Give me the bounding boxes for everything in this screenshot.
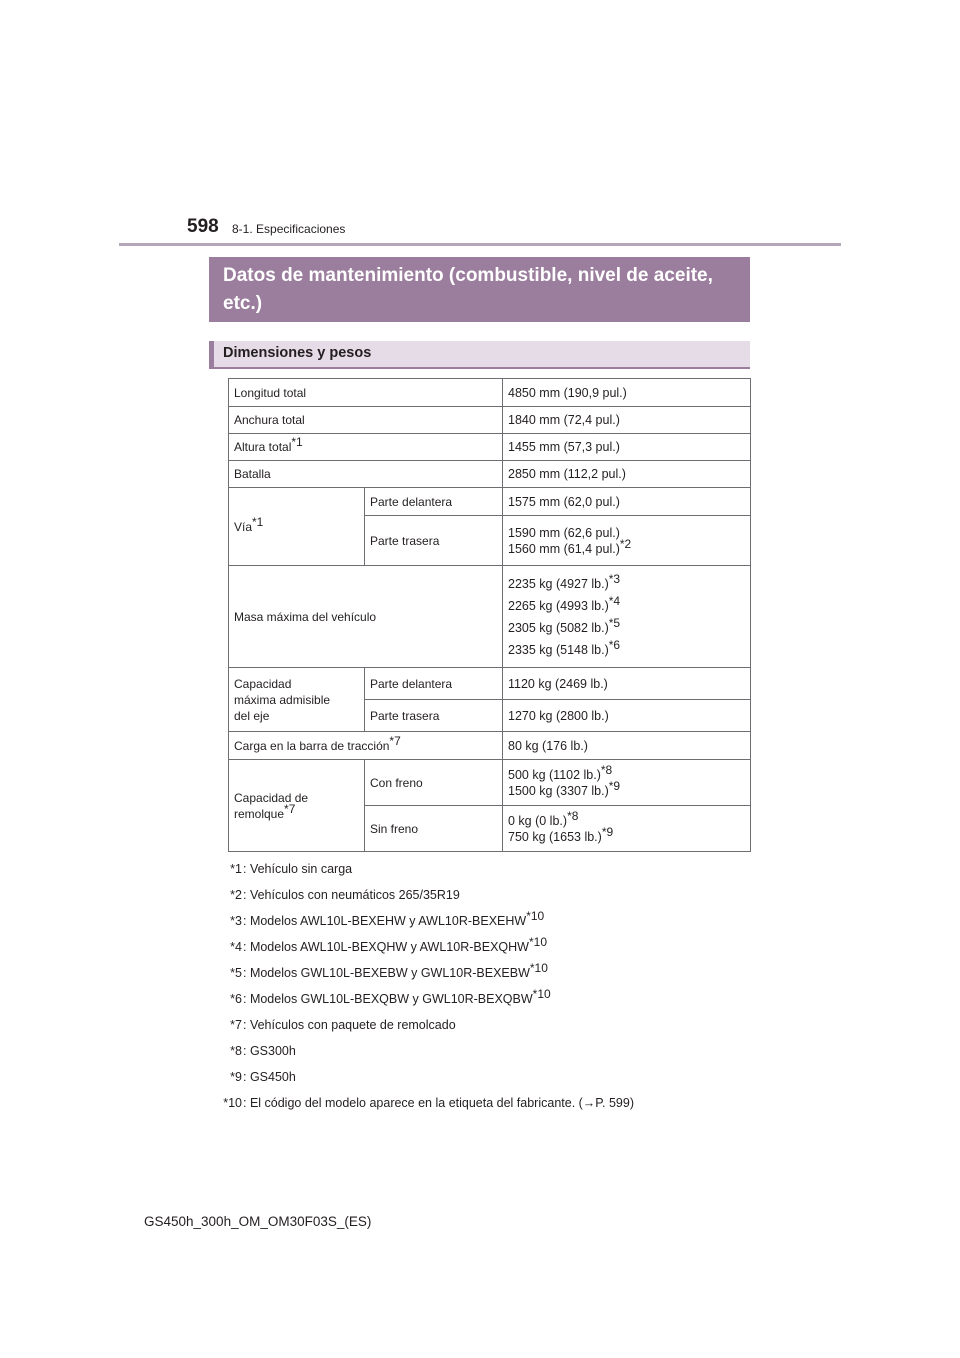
footnote <box>212 1092 772 1118</box>
footnote <box>212 858 772 884</box>
value-line <box>508 778 745 799</box>
footnote-text <box>243 960 548 980</box>
footnote-text <box>243 862 352 876</box>
footnote-extra: *10 <box>528 934 547 949</box>
value-text: 2305 kg (5082 lb.) <box>508 620 609 635</box>
row-label: Batalla <box>229 461 503 488</box>
footnote-mark: *7 <box>230 1018 242 1032</box>
label-text: Vía <box>234 519 253 534</box>
value-line <box>508 824 745 845</box>
footnote <box>212 988 772 1014</box>
sub-label: Sin freno <box>365 806 503 852</box>
row-value: 1270 kg (2800 lb.) <box>503 700 751 732</box>
footnote-body: : GS300h <box>243 1044 296 1058</box>
label-text: Altura total <box>234 440 292 454</box>
value-text: 750 kg (1653 lb.) <box>508 829 602 844</box>
value-text: 1560 mm (61,4 pul.) <box>508 541 620 556</box>
footnote-body: : Modelos AWL10L-BEXQHW y AWL10R-BEXQHW <box>243 940 529 954</box>
row-label <box>229 668 365 732</box>
footnote-text <box>243 888 460 902</box>
row-value: 1455 mm (57,3 pul.) <box>503 434 751 461</box>
value-text: 2265 kg (4993 lb.) <box>508 598 609 613</box>
footnote-mark: *3 <box>608 571 621 586</box>
value-text: 0 kg (0 lb.) <box>508 813 568 828</box>
footnote-body: : El código del modelo aparece en la etiqueta del fabricante. (→P. 599) <box>243 1096 634 1110</box>
footnote-body: : Vehículos con neumáticos 265/35R19 <box>243 888 460 902</box>
table-row <box>229 732 751 760</box>
label-line: del eje <box>234 708 270 723</box>
footnote <box>212 910 772 936</box>
row-label: Longitud total <box>229 379 503 407</box>
footnote-mark: *4 <box>230 940 242 954</box>
table-row <box>229 407 751 434</box>
value-line <box>508 617 745 639</box>
footnote-mark: *9 <box>230 1070 242 1084</box>
footnotes <box>212 858 772 1118</box>
sub-heading: Dimensiones y pesos <box>209 341 750 369</box>
value-text: 2235 kg (4927 lb.) <box>508 576 609 591</box>
footnote-mark: *4 <box>608 593 621 608</box>
footnote-mark: *2 <box>619 536 632 551</box>
footnote-text <box>243 986 551 1006</box>
footnote-mark: *1 <box>230 862 242 876</box>
row-value <box>503 516 751 566</box>
header-rule <box>119 243 841 246</box>
footnote-mark: *8 <box>567 808 579 823</box>
row-label <box>229 760 365 852</box>
value-text: 2335 kg (5148 lb.) <box>508 642 609 657</box>
table-row <box>229 488 751 516</box>
section-label: 8-1. Especificaciones <box>232 222 346 236</box>
row-value <box>503 566 751 668</box>
row-value <box>503 806 751 852</box>
footnote-body: : GS450h <box>243 1070 296 1084</box>
document-code: GS450h_300h_OM_OM30F03S_(ES) <box>144 1214 372 1229</box>
footnote-mark: *6 <box>230 992 242 1006</box>
table-row <box>229 668 751 700</box>
specs-table <box>228 378 751 852</box>
row-value: 80 kg (176 lb.) <box>503 732 751 760</box>
row-value: 1575 mm (62,0 pul.) <box>503 488 751 516</box>
table-row <box>229 434 751 461</box>
footnote <box>212 936 772 962</box>
footnote-mark: *8 <box>230 1044 242 1058</box>
sub-label: Con freno <box>365 760 503 806</box>
value-line <box>508 639 745 661</box>
footnote-body: : Modelos AWL10L-BEXEHW y AWL10R-BEXEHW <box>243 914 527 928</box>
label-line <box>234 801 359 822</box>
footnote-mark: *5 <box>230 966 242 980</box>
footnote-mark: *5 <box>608 615 621 630</box>
label-line: Capacidad <box>234 676 292 691</box>
footnote-mark: *7 <box>284 801 296 816</box>
footnote-mark: *9 <box>601 824 614 839</box>
label-line: máxima admisible <box>234 692 331 707</box>
sub-label: Parte delantera <box>365 488 503 516</box>
table-row <box>229 379 751 407</box>
footnote-extra: *10 <box>529 960 548 975</box>
sub-label: Parte trasera <box>365 516 503 566</box>
label-text: Carga en la barra de tracción <box>234 738 390 753</box>
sub-label: Parte trasera <box>365 700 503 732</box>
footnote <box>212 962 772 988</box>
footnote-mark: *8 <box>600 762 613 777</box>
row-value: 2850 mm (112,2 pul.) <box>503 461 751 488</box>
footnote-text <box>243 1018 456 1032</box>
label-text: remolque <box>234 806 285 821</box>
row-label <box>229 434 503 461</box>
page-number: 598 <box>187 216 219 237</box>
value-line <box>508 536 745 557</box>
footnote-mark: *9 <box>608 778 621 793</box>
row-label <box>229 732 503 760</box>
value-text: 500 kg (1102 lb.) <box>508 767 601 782</box>
footnote <box>212 1066 772 1092</box>
footnote <box>212 884 772 910</box>
main-heading: Datos de mantenimiento (combustible, nivel de aceite, etc.) <box>209 257 750 322</box>
row-label: Anchura total <box>229 407 503 434</box>
row-value: 1840 mm (72,4 pul.) <box>503 407 751 434</box>
value-line: 1590 mm (62,6 pul.) <box>508 525 620 540</box>
footnote-extra: *10 <box>532 986 551 1001</box>
value-line <box>508 573 745 595</box>
footnote-extra: *10 <box>526 908 545 923</box>
row-value: 4850 mm (190,9 pul.) <box>503 379 751 407</box>
sub-label: Parte delantera <box>365 668 503 700</box>
row-value: 1120 kg (2469 lb.) <box>503 668 751 700</box>
row-label: Masa máxima del vehículo <box>229 566 503 668</box>
footnote-text <box>243 934 547 954</box>
footnote-mark: *1 <box>252 514 264 529</box>
footnote <box>212 1014 772 1040</box>
footnote-text <box>243 908 545 928</box>
value-line <box>508 595 745 617</box>
table-row <box>229 566 751 668</box>
footnote-mark: *10 <box>223 1096 242 1110</box>
footnote-text <box>243 1096 634 1110</box>
footnote-body: : Modelos GWL10L-BEXEBW y GWL10R-BEXEBW <box>243 966 530 980</box>
label-line: Capacidad de <box>234 790 309 805</box>
footnote-body: : Vehículos con paquete de remolcado <box>243 1018 456 1032</box>
value-line <box>508 808 745 829</box>
footnote-mark: *1 <box>291 435 303 449</box>
row-value <box>503 760 751 806</box>
footnote-mark: *6 <box>608 637 621 652</box>
value-text: 1500 kg (3307 lb.) <box>508 783 609 798</box>
footnote-mark: *7 <box>389 733 401 748</box>
row-label <box>229 488 365 566</box>
footnote-mark: *2 <box>230 888 242 902</box>
table-row <box>229 760 751 806</box>
footnote-body: : Vehículo sin carga <box>243 862 353 876</box>
footnote-mark: *3 <box>230 914 242 928</box>
footnote <box>212 1040 772 1066</box>
footnote-body: : Modelos GWL10L-BEXQBW y GWL10R-BEXQBW <box>243 992 533 1006</box>
table-row <box>229 461 751 488</box>
footnote-text <box>243 1044 296 1058</box>
value-line <box>508 762 745 783</box>
footnote-text <box>243 1070 296 1084</box>
